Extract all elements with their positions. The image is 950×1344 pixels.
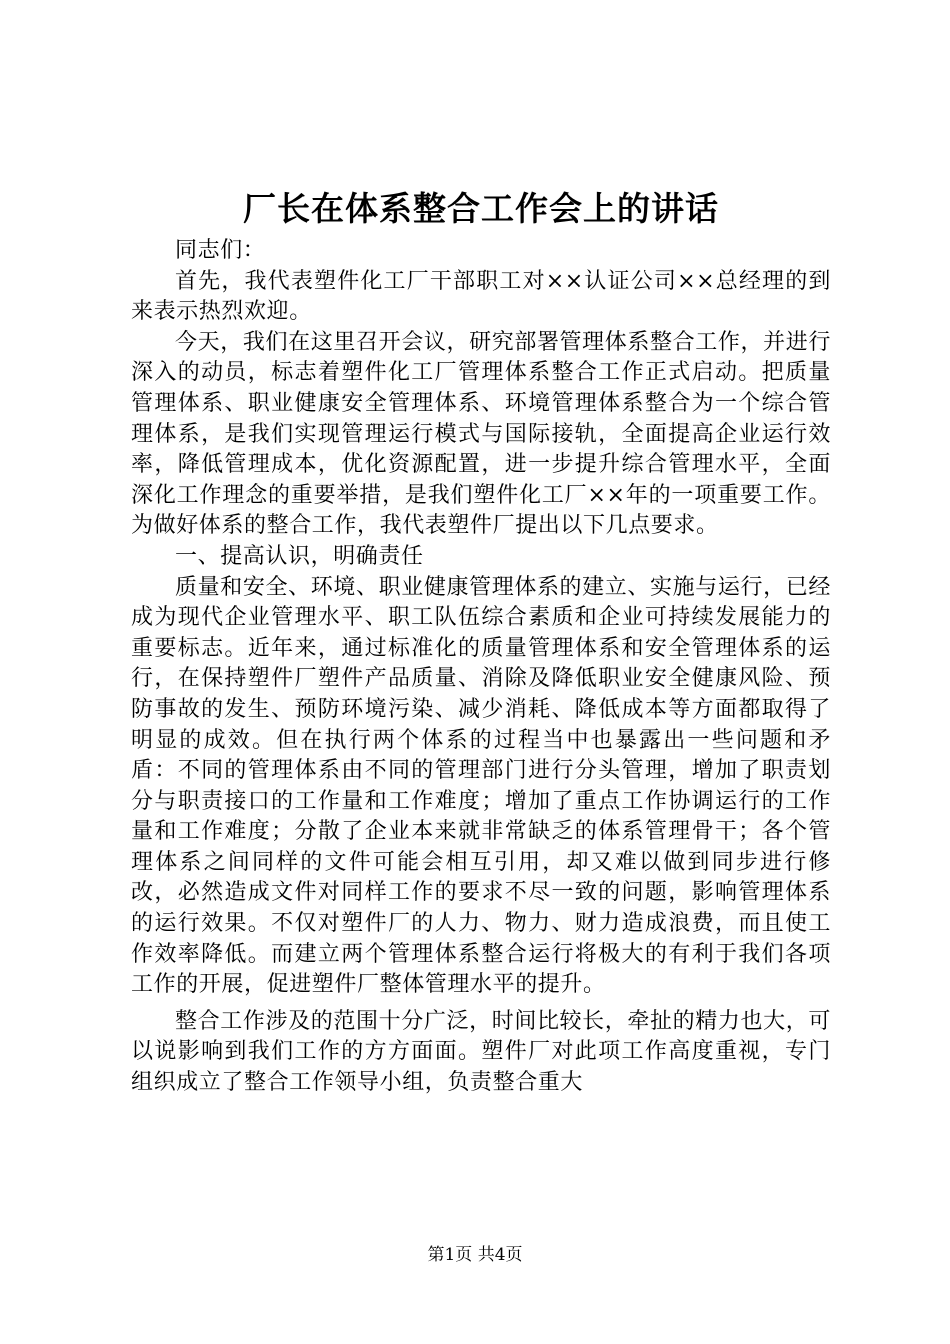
paragraph-integration-scope: 整合工作涉及的范围十分广泛，时间比较长，牵扯的精力也大，可以说影响到我们工作的方方面面。塑件厂对此项工作高度重视，专门组织成立了整合工作领导小组，负责整合重大: [131, 1008, 831, 1096]
document-page: [131, 186, 831, 1099]
document-title: 厂长在体系整合工作会上的讲话: [243, 189, 719, 228]
section-heading-1: 一、提高认识，明确责任: [175, 543, 424, 569]
paragraph-welcome: 首先，我代表塑件化工厂干部职工对××认证公司××总经理的到来表示热烈欢迎。: [131, 268, 831, 325]
page-footer: 第1页 共4页: [427, 1245, 523, 1265]
salutation: 同志们：: [175, 238, 266, 263]
paragraph-system-background: 质量和安全、环境、职业健康管理体系的建立、实施与运行，已经成为现代企业管理水平、职工队伍综合素质和企业可持续发展能力的重要标志。近年来，通过标准化的质量管理体系和安全管理体系的运行，在保持塑件厂塑件产品质量、消除及降低职业安全健康风险、预防事故的发生、预防环境污染、减少消耗、降低成本等方面都取得了明显的成效。但在执行两个体系的过程当中也暴露出一些问题和矛盾：不同的管理体系由不同的管理部门进行分头管理，增加了职责划分与职责接口的工作量和工作难度；增加了重点工作协调运行的工作量和工作难度；分散了企业本来就非常缺乏的体系管理骨干；各个管理体系之间同样的文件可能会相互引用，却又难以做到同步进行修改，必然造成文件对同样工作的要求不尽一致的问题，影响管理体系的运行效果。不仅对塑件厂的人力、物力、财力造成浪费，而且使工作效率降低。而建立两个管理体系整合运行将极大的有利于我们各项工作的开展，促进塑件厂整体管理水平的提升。: [131, 574, 831, 998]
paragraph-meeting-purpose: 今天，我们在这里召开会议，研究部署管理体系整合工作，并进行深入的动员，标志着塑件化工厂管理体系整合工作正式启动。把质量管理体系、职业健康安全管理体系、环境管理体系整合为一个综合管理体系，是我们实现管理运行模式与国际接轨，全面提高企业运行效率，降低管理成本，优化资源配置，进一步提升综合管理水平，全面深化工作理念的重要举措，是我们塑件化工厂××年的一项重要工作。为做好体系的整合工作，我代表塑件厂提出以下几点要求。: [131, 329, 831, 539]
